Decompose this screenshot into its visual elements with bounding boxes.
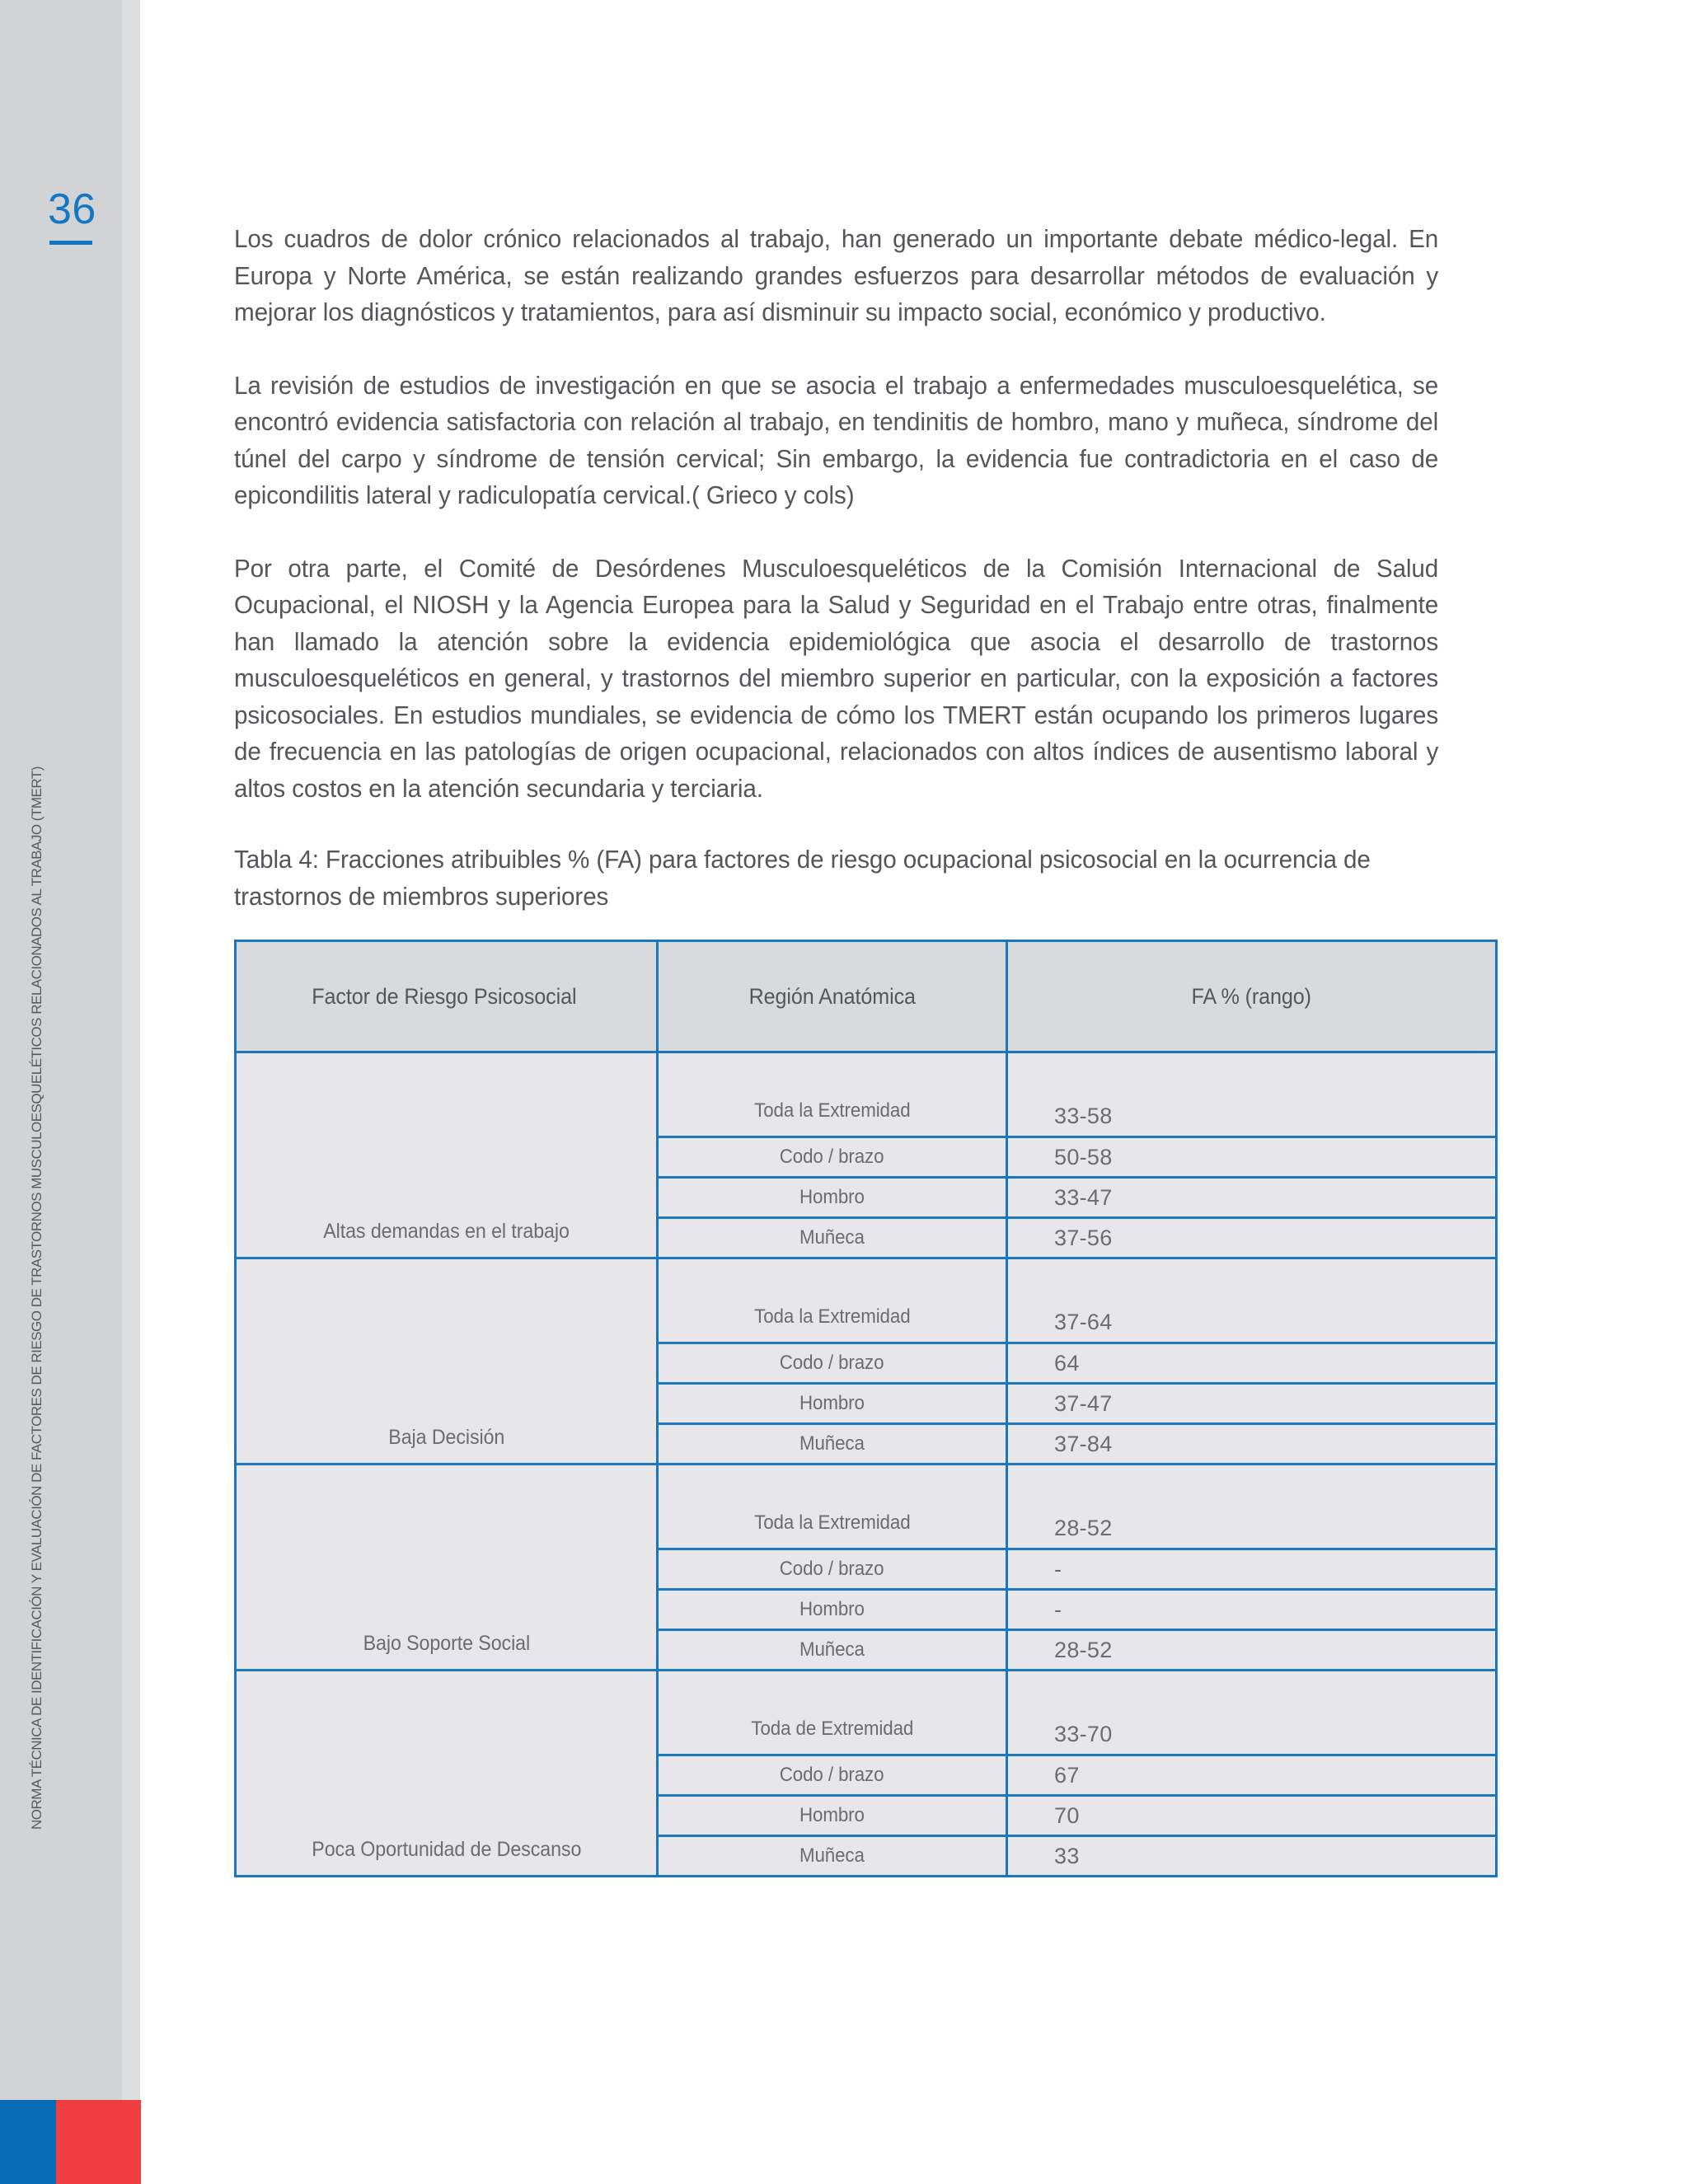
table-caption: Tabla 4: Fracciones atribuibles % (FA) para factores de riesgo ocupacional psicosocial en la ocurrencia de trastornos de miembros superiores — [234, 845, 1371, 911]
table-body — [236, 1052, 1497, 1877]
cell-region: Muñeca — [658, 1424, 1007, 1465]
cell-region: Codo / brazo — [658, 1343, 1007, 1384]
cell-region: Muñeca — [658, 1218, 1007, 1258]
page-number-underline — [49, 241, 92, 245]
cell-factor: Poca Oportunidad de Descanso — [236, 1671, 658, 1877]
cell-fa: 67 — [1007, 1755, 1497, 1796]
sidebar-inner-strip — [122, 0, 140, 2100]
sidebar-vertical-title-text: NORMA TÉCNICA DE IDENTIFICACIÓN Y EVALUACIÓN DE FACTORES DE RIESGO DE TRASTORNOS MUSCULOESQUELÉTICOS RELACIONADOS AL TRABAJO (TMERT) — [29, 766, 45, 1830]
table-header-region: Región Anatómica — [658, 941, 1007, 1052]
cell-fa: 64 — [1007, 1343, 1497, 1384]
paragraph-1: Los cuadros de dolor crónico relacionados al trabajo, han generado un importante debate médico-legal. En Europa y Norte América, se están realizando grandes esfuerzos para desarrollar métodos de evaluación y mejorar los diagnósticos y tratamientos, para así disminuir su impacto social, económico y productivo. — [234, 224, 1439, 326]
cell-region: Codo / brazo — [658, 1755, 1007, 1796]
cell-region: Toda la Extremidad — [658, 1258, 1007, 1343]
cell-region: Muñeca — [658, 1630, 1007, 1671]
fa-table — [234, 940, 1498, 1877]
cell-region: Codo / brazo — [658, 1549, 1007, 1590]
cell-fa: 37-56 — [1007, 1218, 1497, 1258]
cell-region: Muñeca — [658, 1836, 1007, 1877]
cell-fa: 33-58 — [1007, 1052, 1497, 1137]
cell-region: Hombro — [658, 1796, 1007, 1836]
cell-factor: Altas demandas en el trabajo — [236, 1052, 658, 1258]
sidebar-vertical-title — [29, 280, 84, 1830]
bottom-red-block — [56, 2100, 141, 2184]
table-header-row — [236, 941, 1497, 1052]
table-row — [236, 1671, 1497, 1755]
cell-fa: 37-84 — [1007, 1424, 1497, 1465]
paragraph-3: Por otra parte, el Comité de Desórdenes Musculoesqueléticos de la Comisión Internacional de Salud Ocupacional, el NIOSH y la Agencia Europea para la Salud y Seguridad en el Trabajo entre otras, finalmente han llamado la atención sobre la evidencia epidemiológica que asocia el desarrollo de trastornos musculoesqueléticos en general, y trastornos del miembro superior en particular, con la exposición a factores psicosociales. En estudios mundiales, se evidencia de cómo los TMERT están ocupando los primeros lugares de frecuencia en las patologías de origen ocupacional, relacionados con altos índices de ausentismo laboral y altos costos en la atención secundaria y terciaria. — [234, 553, 1439, 803]
cell-region: Hombro — [658, 1384, 1007, 1424]
cell-fa: - — [1007, 1549, 1497, 1590]
cell-fa: 50-58 — [1007, 1137, 1497, 1178]
cell-fa: 37-64 — [1007, 1258, 1497, 1343]
cell-factor: Baja Decisión — [236, 1258, 658, 1465]
cell-region: Toda la Extremidad — [658, 1465, 1007, 1549]
main-content — [234, 221, 1495, 1877]
cell-fa: 28-52 — [1007, 1630, 1497, 1671]
cell-region: Toda la Extremidad — [658, 1052, 1007, 1137]
cell-fa: 28-52 — [1007, 1465, 1497, 1549]
cell-region: Hombro — [658, 1178, 1007, 1218]
cell-fa: 37-47 — [1007, 1384, 1497, 1424]
cell-region: Toda de Extremidad — [658, 1671, 1007, 1755]
page-number: 36 — [48, 185, 96, 233]
cell-fa: 33-47 — [1007, 1178, 1497, 1218]
table-header-factor: Factor de Riesgo Psicosocial — [236, 941, 658, 1052]
cell-region: Hombro — [658, 1590, 1007, 1630]
bottom-blue-block — [0, 2100, 56, 2184]
cell-fa: 33-70 — [1007, 1671, 1497, 1755]
table-row — [236, 1258, 1497, 1343]
table-row — [236, 1052, 1497, 1137]
cell-fa: 70 — [1007, 1796, 1497, 1836]
table-header-fa: FA % (rango) — [1007, 941, 1497, 1052]
paragraph-2: La revisión de estudios de investigación en que se asocia el trabajo a enfermedades musculoesquelética, se encontró evidencia satisfactoria con relación al trabajo, en tendinitis de hombro, mano y muñeca, síndrome del túnel del carpo y síndrome de tensión cervical; Sin embargo, la evidencia fue contradictoria en el caso de epicondilitis lateral y radiculopatía cervical.( Grieco y cols) — [234, 370, 1439, 509]
cell-fa: 33 — [1007, 1836, 1497, 1877]
cell-region: Codo / brazo — [658, 1137, 1007, 1178]
cell-fa: - — [1007, 1590, 1497, 1630]
cell-factor: Bajo Soporte Social — [236, 1465, 658, 1671]
table-row — [236, 1465, 1497, 1549]
